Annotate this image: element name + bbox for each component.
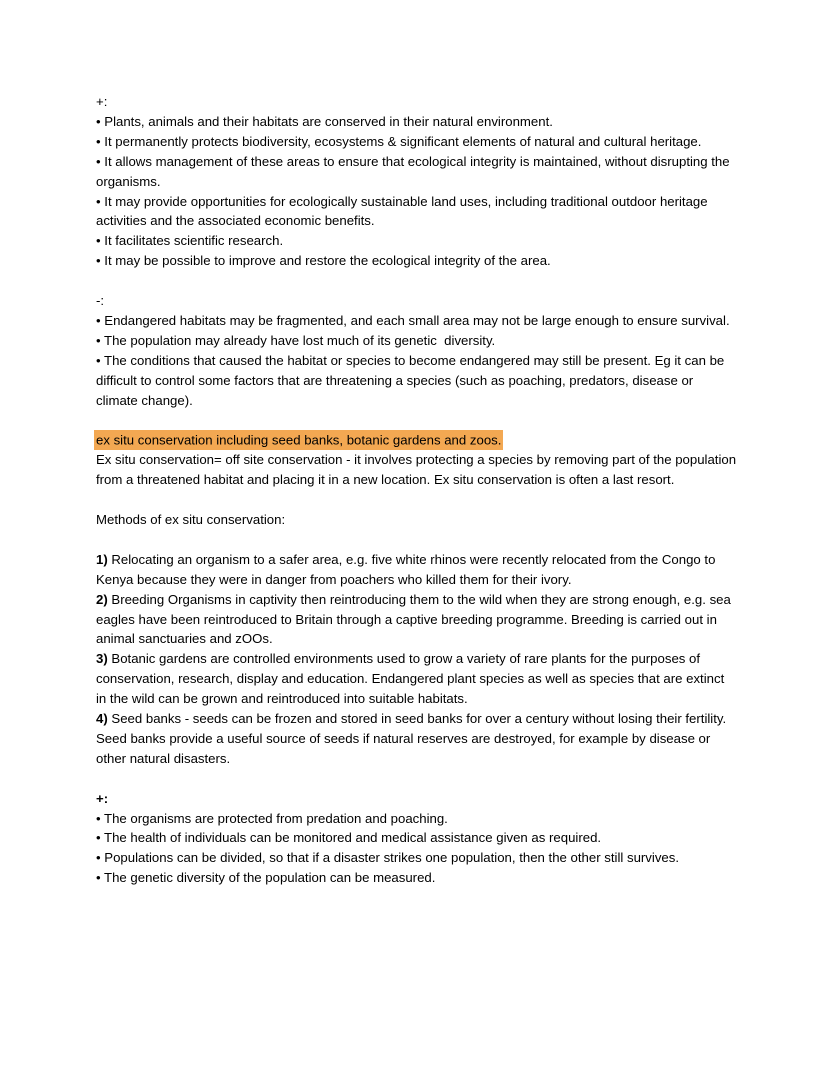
bullet-item: • It facilitates scientific research. [96, 233, 284, 249]
bullet-item: • It allows management of these areas to ensure that ecological integrity is maintained, without disrupting the organisms. [96, 153, 734, 189]
paragraph: Ex situ conservation= off site conservation - it involves protecting a species by removing part of the population from a threatened habitat and placing it in a new location. Ex situ conservation is often a last resort. [96, 452, 740, 488]
numbered-item [96, 709, 738, 769]
numbered-item [96, 550, 738, 590]
bullet-item: • Endangered habitats may be fragmented, and each small area may not be large enough to ensure survival. [96, 312, 730, 328]
bullet-item: • The organisms are protected from predation and poaching. [96, 810, 448, 826]
bullet-item: • Plants, animals and their habitats are conserved in their natural environment. [96, 113, 553, 129]
bullet-item: • The genetic diversity of the population can be measured. [96, 870, 436, 886]
bullet-item: • The population may already have lost much of its genetic diversity. [96, 332, 496, 348]
plus-heading: +: [96, 94, 108, 109]
list-number: 4) [96, 711, 108, 727]
bullet-item: • The health of individuals can be monitored and medical assistance given as required. [96, 830, 602, 846]
bullet-item: • The conditions that caused the habitat or species to become endangered may still be present. Eg it can be difficult to control some factors that are threatening a species (such as poaching, predators, disease or climate change). [96, 352, 728, 408]
list-number: 3) [96, 651, 108, 667]
bullet-item: • Populations can be divided, so that if a disaster strikes one population, then the other still survives. [96, 850, 679, 866]
bullet-item: • It permanently protects biodiversity, ecosystems & significant elements of natural and cultural heritage. [96, 133, 702, 149]
blank-line [96, 769, 738, 789]
blank-line [96, 530, 738, 550]
list-number: 2) [96, 591, 108, 607]
list-number: 1) [96, 551, 108, 567]
blank-line [96, 271, 738, 291]
highlighted-heading [96, 430, 738, 450]
minus-heading: -: [96, 293, 105, 309]
blank-line [96, 410, 738, 430]
list-item-text: Breeding Organisms in captivity then reintroducing them to the wild when they are strong enough, e.g. sea eagles have been reintroduced to Britain through a captive breeding programme. Breeding is carried out in animal sanctuaries and zOOs. [96, 591, 735, 647]
list-item-text: Relocating an organism to a safer area, e.g. five white rhinos were recently relocated from the Congo to Kenya because they were in danger from poachers who killed them for their ivory. [96, 551, 720, 587]
blank-line [96, 490, 738, 510]
bullet-item: • It may be possible to improve and restore the ecological integrity of the area. [96, 253, 551, 269]
plus-heading [96, 789, 738, 809]
bullet-item: • It may provide opportunities for ecologically sustainable land uses, including traditional outdoor heritage activities and the associated economic benefits. [96, 193, 712, 229]
numbered-item [96, 590, 738, 650]
numbered-item [96, 649, 738, 709]
paragraph: Methods of ex situ conservation: [96, 511, 286, 527]
list-item-text: Botanic gardens are controlled environments used to grow a variety of rare plants for the purposes of conservation, research, display and education. Endangered plant species as well as species that are extinct in the wild can be grown and reintroduced into suitable habitats. [96, 651, 728, 707]
list-item-text: Seed banks - seeds can be frozen and stored in seed banks for over a century without losing their fertility. Seed banks provide a useful source of seeds if natural reserves are destroyed, for example by disease or other natural disasters. [96, 711, 730, 766]
highlight-marker: ex situ conservation including seed banks, botanic gardens and zoos. [94, 430, 503, 450]
bold-text: +: [96, 790, 109, 806]
